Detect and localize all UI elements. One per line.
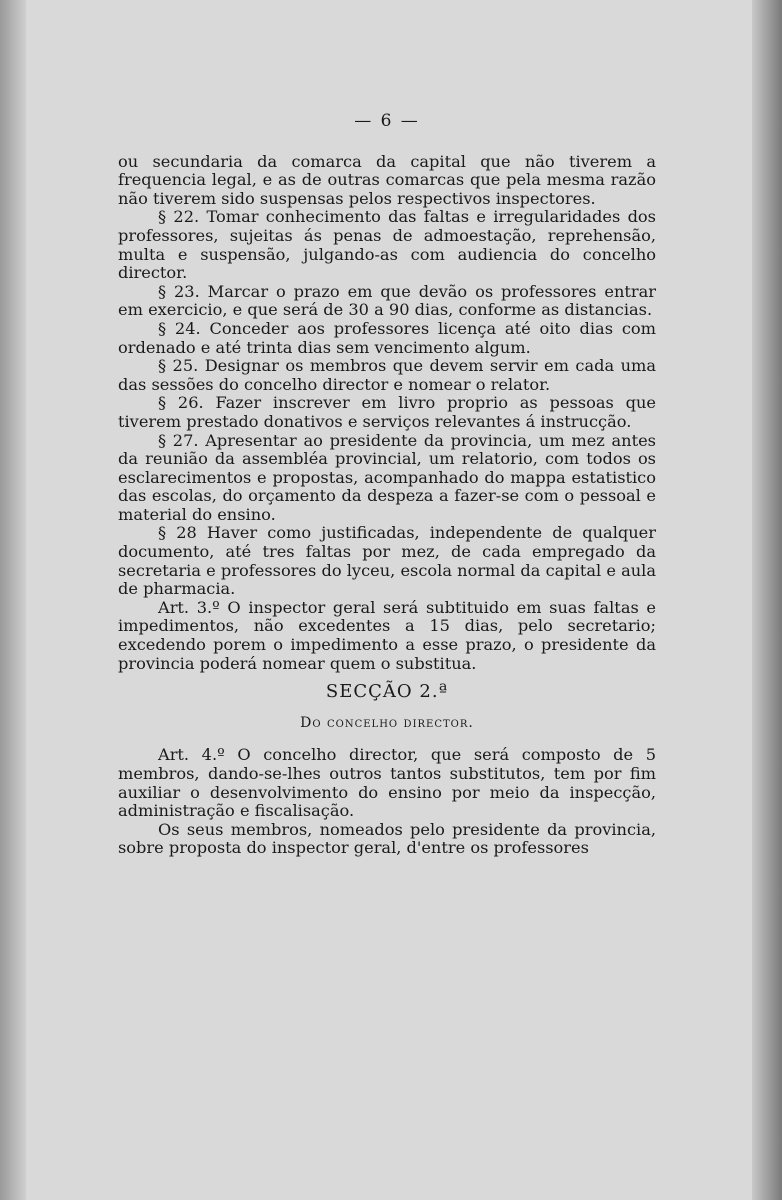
- section-subtitle: Do concelho director.: [300, 714, 474, 731]
- paragraph-continuation: ou secundaria da comarca da capital que não tiverem a frequencia legal, e as de outras comarcas que pela mesma razão não tiverem sido suspensas pelos respectivos inspectores.: [118, 151, 656, 208]
- paragraph-section-27: § 27. Apresentar ao presidente da provincia, um mez antes da reunião da assembléa provincial, um relatorio, com todos os esclarecimentos e propostas, acompanhado do mappa estatistico das escolas, do orçamento da despeza a fazer-se com o pessoal e material do ensino.: [118, 430, 656, 524]
- paragraph-article-4-continued: Os seus membros, nomeados pelo presidente da provincia, sobre proposta do inspector geral, d'entre os professores: [118, 819, 656, 858]
- paragraph-section-25: § 25. Designar os membros que devem servir em cada uma das sessões do concelho director e nomear o relator.: [118, 356, 656, 394]
- text-block: [118, 112, 656, 858]
- section-title: SECÇÃO 2.ª: [325, 681, 449, 703]
- paragraph-section-24: § 24. Conceder aos professores licença até oito dias com ordenado e até trinta dias sem vencimento algum.: [118, 318, 656, 357]
- paragraph-section-23: § 23. Marcar o prazo em que devão os professores entrar em exercicio, e que será de 30 a 90 dias, conforme as distancias.: [118, 281, 656, 320]
- paragraph-article-4: Art. 4.º O concelho director, que será composto de 5 membros, dando-se-lhes outros tantos substitutos, tem por fim auxiliar o desenvolvimento do ensino por meio da inspecção, administração e fiscalisação.: [118, 745, 656, 821]
- paragraph-section-22: § 22. Tomar conhecimento das faltas e irregularidades dos professores, sujeitas ás penas de admoestação, reprehensão, multa e suspensão, julgando-as com audiencia do concelho director.: [118, 207, 656, 283]
- page-number: — 6 —: [354, 111, 420, 131]
- paragraph-article-3: Art. 3.º O inspector geral será subtituido em suas faltas e impedimentos, não excedentes a 15 dias, pelo secretario; excedendo porem o impedimento a esse prazo, o presidente da provincia poderá nomear quem o substitua.: [118, 597, 656, 673]
- paragraph-section-26: § 26. Fazer inscrever em livro proprio as pessoas que tiverem prestado donativos e serviços relevantes á instrucção.: [118, 393, 656, 431]
- paragraph-section-28: § 28 Haver como justificadas, independente de qualquer documento, até tres faltas por mez, de cada empregado da secretaria e professores do lyceu, escola normal da capital e aula de pharmacia.: [118, 523, 656, 599]
